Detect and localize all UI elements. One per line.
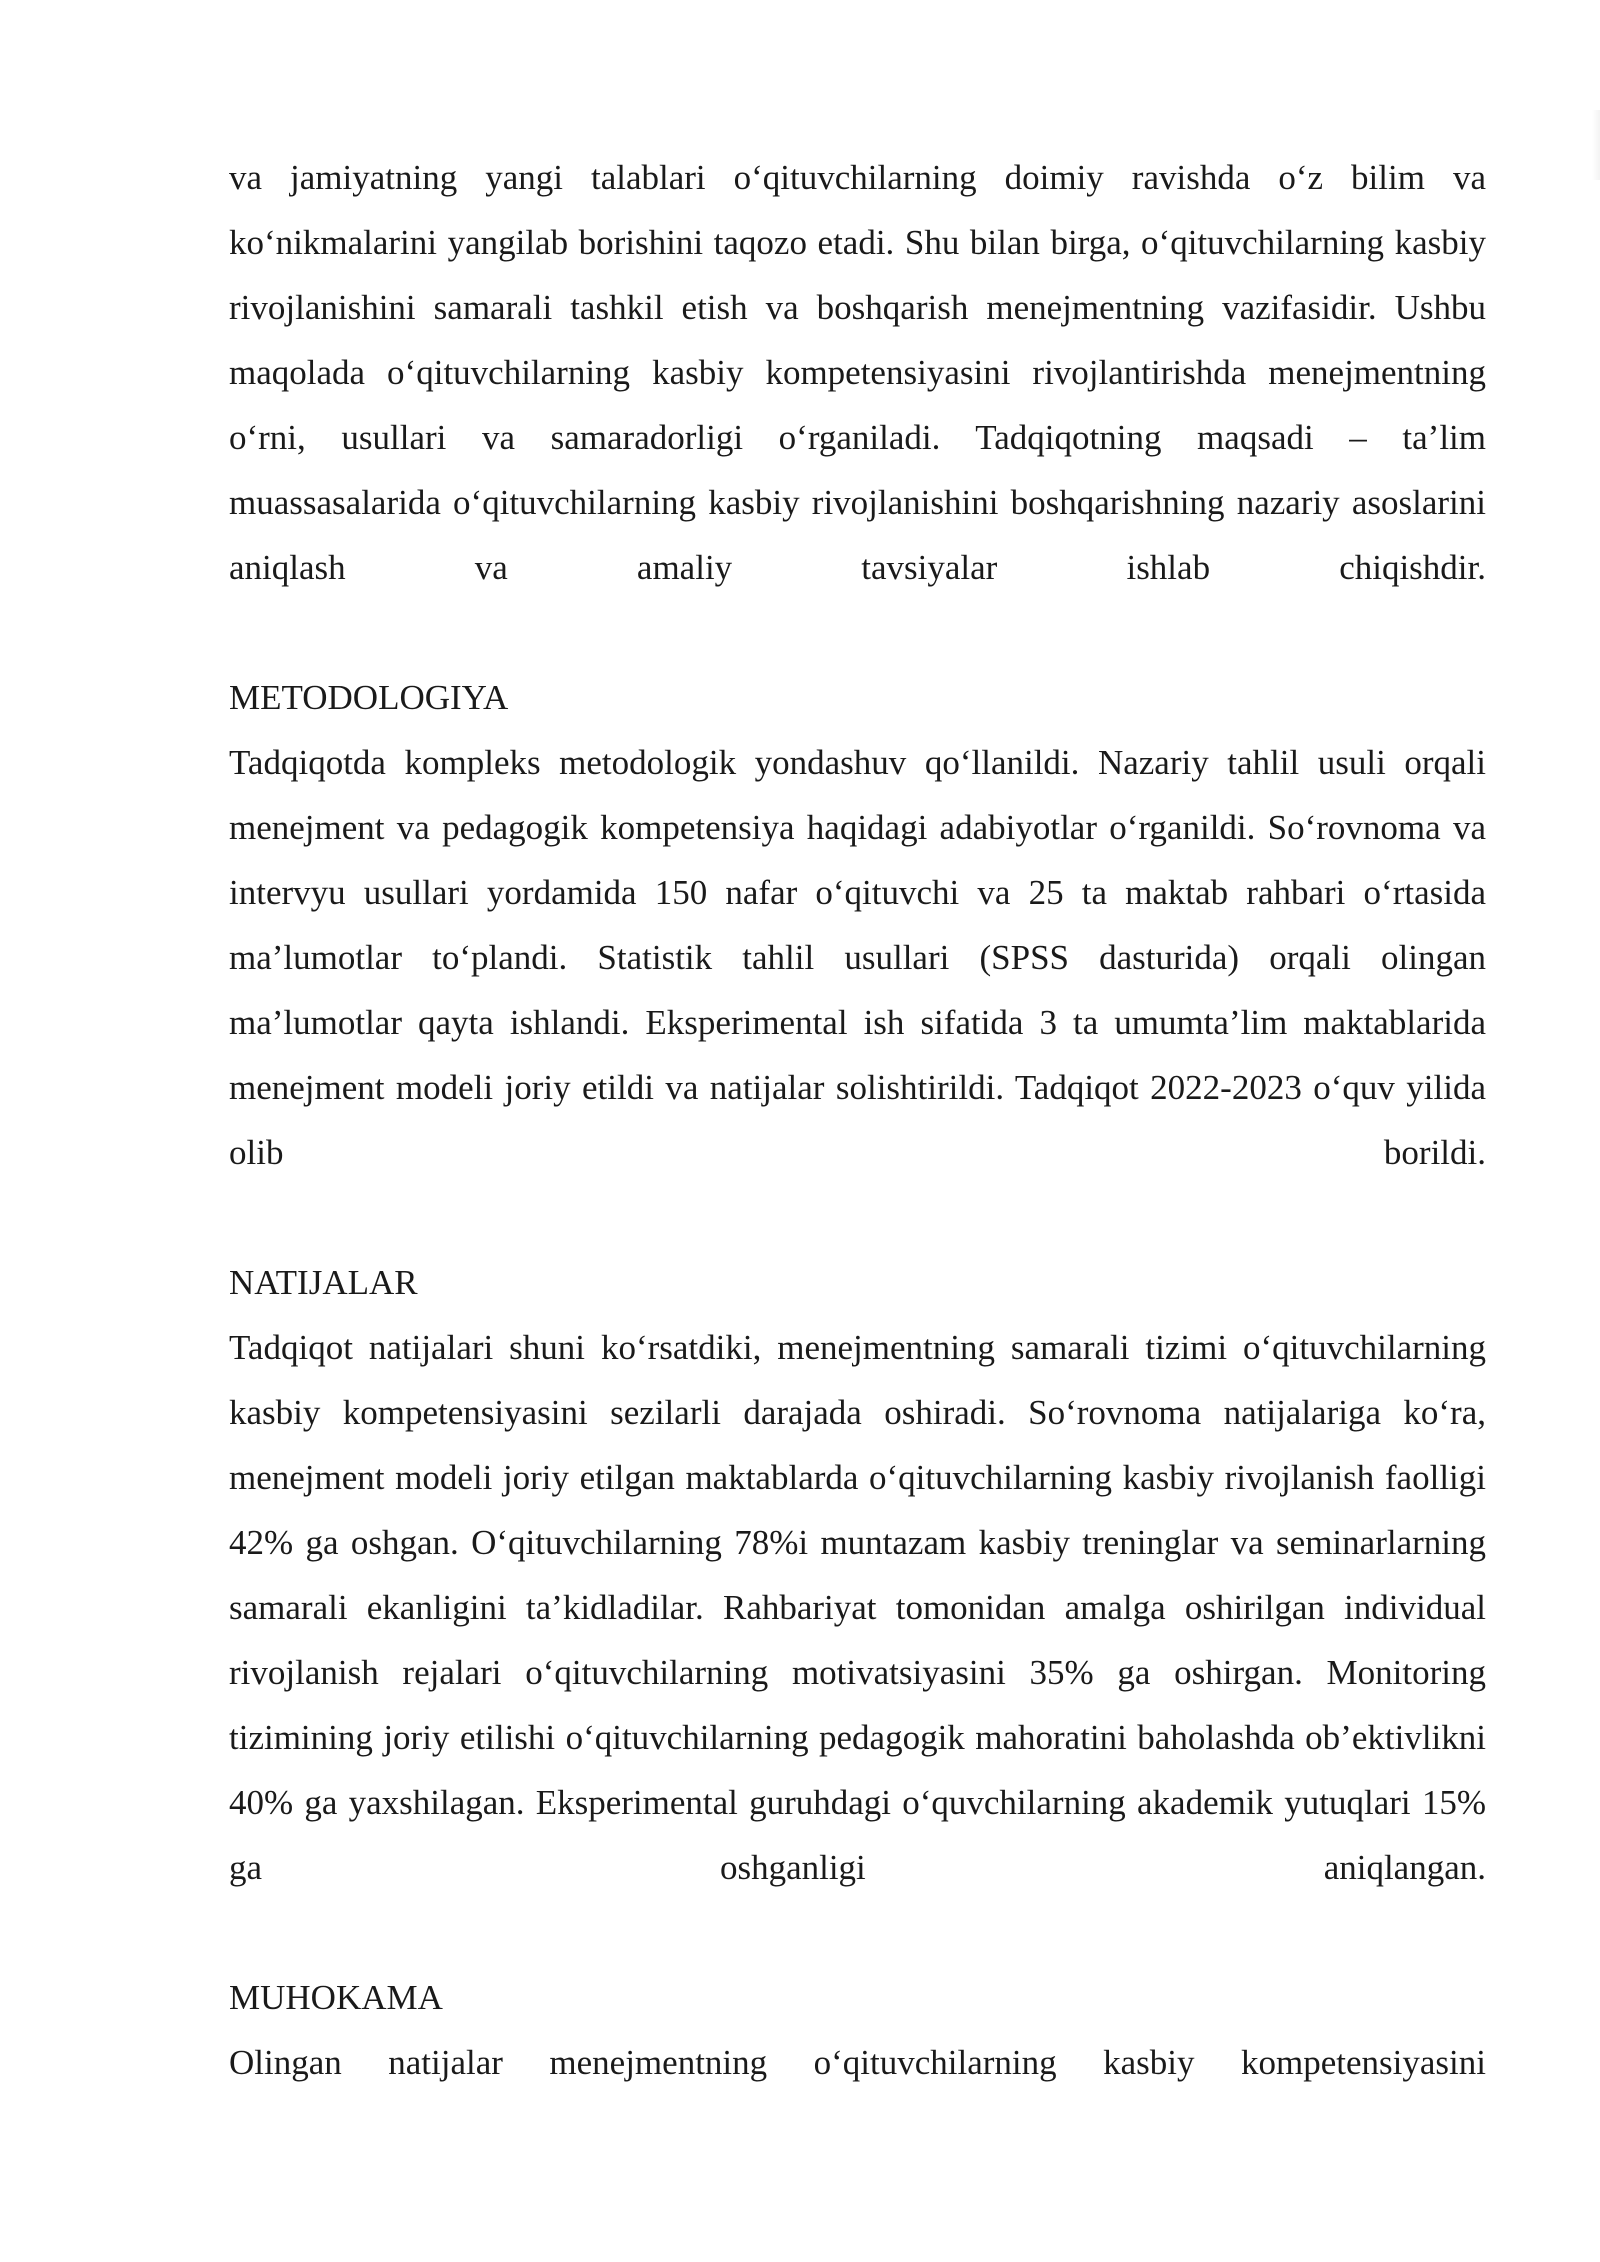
page-edge-shadow: [1592, 110, 1600, 180]
section-spacer: [229, 1900, 1486, 1965]
intro-paragraph: va jamiyatning yangi talablari oʻqituvchilarning doimiy ravishda oʻz bilim va koʻnikmalarini yangilab borishini taqozo etadi. Shu bilan birga, oʻqituvchilarning kasbiy rivojlanishini samarali tashkil etish va boshqarish menejmentning vazifasidir. Ushbu maqolada oʻqituvchilarning kasbiy kompetensiyasini rivojlantirishda menejmentning oʻrni, usullari va samaradorligi oʻrganiladi. Tadqiqotning maqsadi – ta’lim muassasalarida oʻqituvchilarning kasbiy rivojlanishini boshqarishning nazariy asoslarini aniqlash va amaliy tavsiyalar ishlab chiqishdir.: [229, 158, 1486, 587]
discussion-heading: MUHOKAMA: [229, 1978, 443, 2017]
results-paragraph: Tadqiqot natijalari shuni koʻrsatdiki, menejmentning samarali tizimi oʻqituvchilarning kasbiy kompetensiyasini sezilarli darajada oshiradi. Soʻrovnoma natijalariga koʻra, menejment modeli joriy etilgan maktablarda oʻqituvchilarning kasbiy rivojlanish faolligi 42% ga oshgan. Oʻqituvchilarning 78%i muntazam kasbiy treninglar va seminarlarning samarali ekanligini ta’kidladilar. Rahbariyat tomonidan amalga oshirilgan individual rivojlanish rejalari oʻqituvchilarning motivatsiyasini 35% ga oshirgan. Monitoring tizimining joriy etilishi oʻqituvchilarning pedagogik mahoratini baholashda ob’ektivlikni 40% ga yaxshilagan. Eksperimental guruhdagi oʻquvchilarning akademik yutuqlari 15% ga oshganligi aniqlangan.: [229, 1328, 1486, 1887]
methodology-heading: METODOLOGIYA: [229, 678, 509, 717]
document-page: [229, 145, 1486, 2095]
discussion-paragraph: Olingan natijalar menejmentning oʻqituvchilarning kasbiy kompetensiyasini: [229, 2043, 1486, 2082]
results-heading: NATIJALAR: [229, 1263, 418, 1302]
section-spacer: [229, 600, 1486, 665]
methodology-paragraph: Tadqiqotda kompleks metodologik yondashuv qoʻllanildi. Nazariy tahlil usuli orqali menejment va pedagogik kompetensiya haqidagi adabiyotlar oʻrganildi. Soʻrovnoma va intervyu usullari yordamida 150 nafar oʻqituvchi va 25 ta maktab rahbari oʻrtasida ma’lumotlar toʻplandi. Statistik tahlil usullari (SPSS dasturida) orqali olingan ma’lumotlar qayta ishlandi. Eksperimental ish sifatida 3 ta umumta’lim maktablarida menejment modeli joriy etildi va natijalar solishtirildi. Tadqiqot 2022-2023 oʻquv yilida olib borildi.: [229, 743, 1486, 1172]
section-spacer: [229, 1185, 1486, 1250]
